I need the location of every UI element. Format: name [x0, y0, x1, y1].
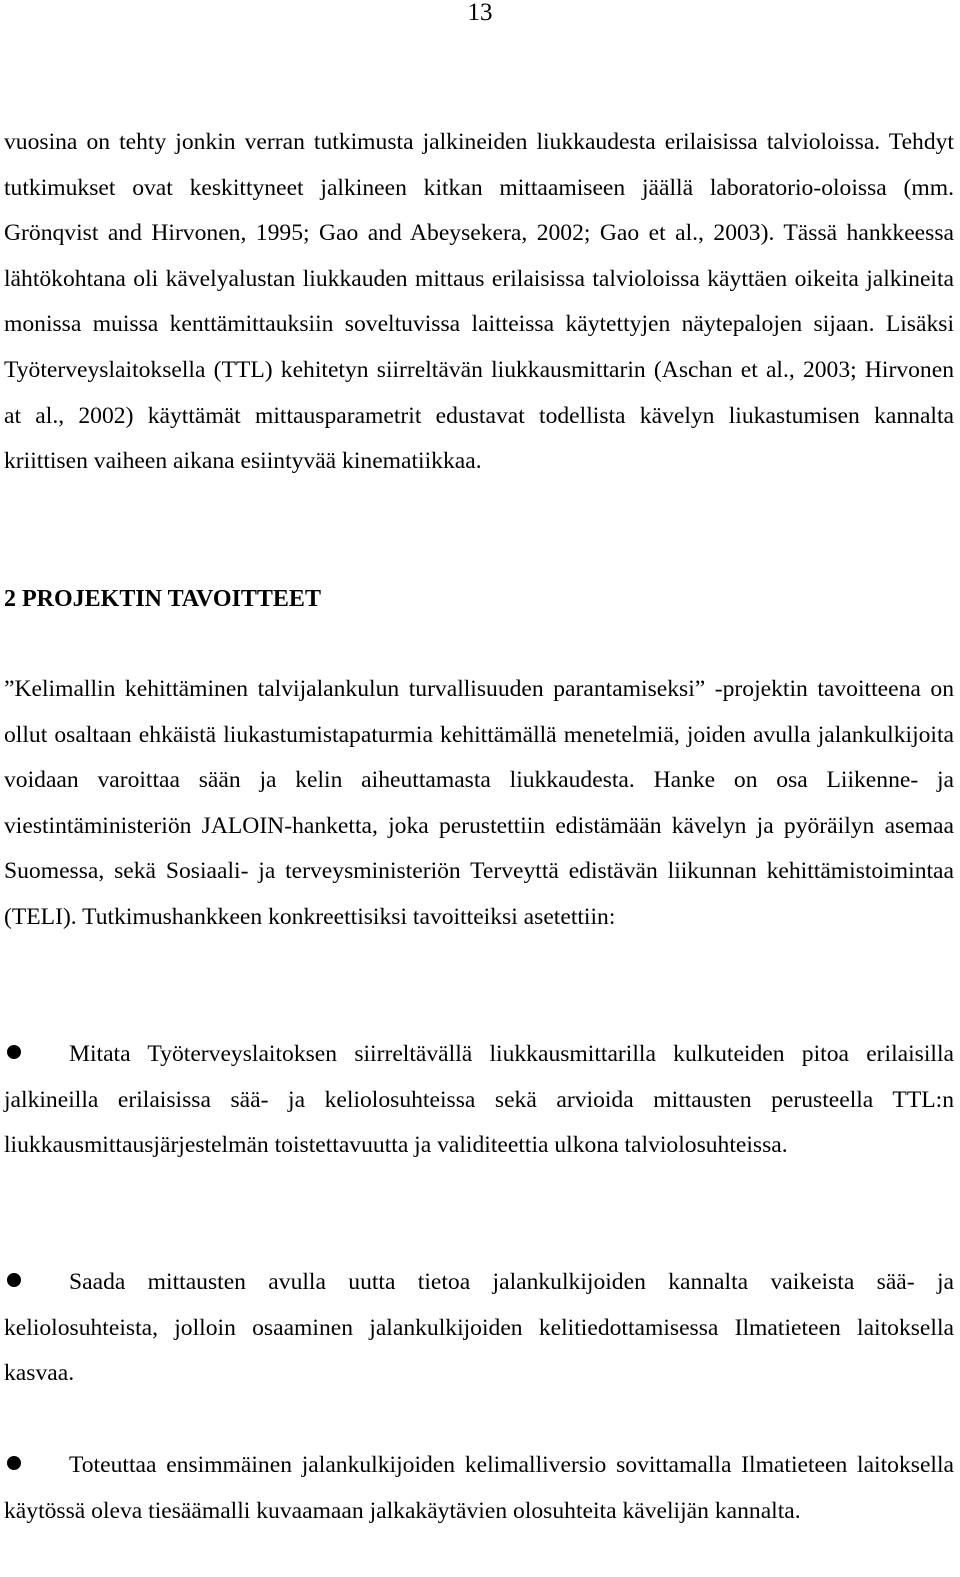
bullet-text: Toteuttaa ensimmäinen jalankulkijoiden kelimalliversio sovittamalla Ilmatieteen laitoksella käytössä oleva tiesäämalli kuvaamaan jalkakäytävien olosuhteita kävelijän kannalta.	[4, 1452, 954, 1524]
bullet-item	[4, 1032, 954, 1169]
bullet-item	[4, 1260, 954, 1397]
intro-paragraph: vuosina on tehty jonkin verran tutkimusta jalkineiden liukkaudesta erilaisissa talvioloissa. Tehdyt tutkimukset ovat keskittyneet jalkineen kitkan mittaamiseen jäällä laboratorio-oloissa (mm. Grönqvist and Hirvonen, 1995; Gao and Abeysekera, 2002; Gao et al., 2003). Tässä hankkeessa lähtökohtana oli kävelyalustan liukkauden mittaus erilaisissa talvioloissa käyttäen oikeita jalkineita monissa muissa kenttämittauksiin soveltuvissa laitteissa käytettyjen näytepalojen sijaan. Lisäksi Työterveyslaitoksella (TTL) kehitetyn siirreltävän liukkausmittarin (Aschan et al., 2003; Hirvonen at al., 2002) käyttämät mittausparametrit edustavat todellista kävelyn liukastumisen kannalta kriittisen vaiheen aikana esiintyvää kinematiikkaa.	[4, 129, 954, 475]
bullet-text: Mitata Työterveyslaitoksen siirreltävällä liukkausmittarilla kulkuteiden pitoa erilaisilla jalkineilla erilaisissa sää- ja keliolosuhteissa sekä arvioida mittausten perusteella TTL:n liukkausmittausjärjestelmän toistettavuutta ja validiteettia ulkona talviolosuhteissa.	[4, 1041, 954, 1159]
section-heading: 2 PROJEKTIN TAVOITTEET	[4, 586, 321, 612]
page-number: 13	[467, 0, 493, 26]
bullet-text: Saada mittausten avulla uutta tietoa jalankulkijoiden kannalta vaikeista sää- ja keliolosuhteista, jolloin osaaminen jalankulkijoiden kelitiedottamisessa Ilmatieteen laitoksella kasvaa.	[4, 1269, 954, 1387]
bullet-item	[4, 1443, 954, 1534]
goal-paragraph: ”Kelimallin kehittäminen talvijalankulun turvallisuuden parantamiseksi” -projektin tavoitteena on ollut osaltaan ehkäistä liukastumistapaturmia kehittämällä menetelmiä, joiden avulla jalankulkijoita voidaan varoittaa sään ja kelin aiheuttamasta liukkaudesta. Hanke on osa Liikenne- ja viestintäministeriön JALOIN-hanketta, joka perustettiin edistämään kävelyn ja pyöräilyn asemaa Suomessa, sekä Sosiaali- ja terveysministeriön Terveyttä edistävän liikunnan kehittämistoimintaa (TELI). Tutkimushankkeen konkreettisiksi tavoitteiksi asetettiin:	[4, 676, 954, 930]
bullet-dot-icon	[7, 1273, 21, 1287]
bullet-dot-icon	[7, 1045, 21, 1059]
bullet-dot-icon	[7, 1456, 21, 1470]
